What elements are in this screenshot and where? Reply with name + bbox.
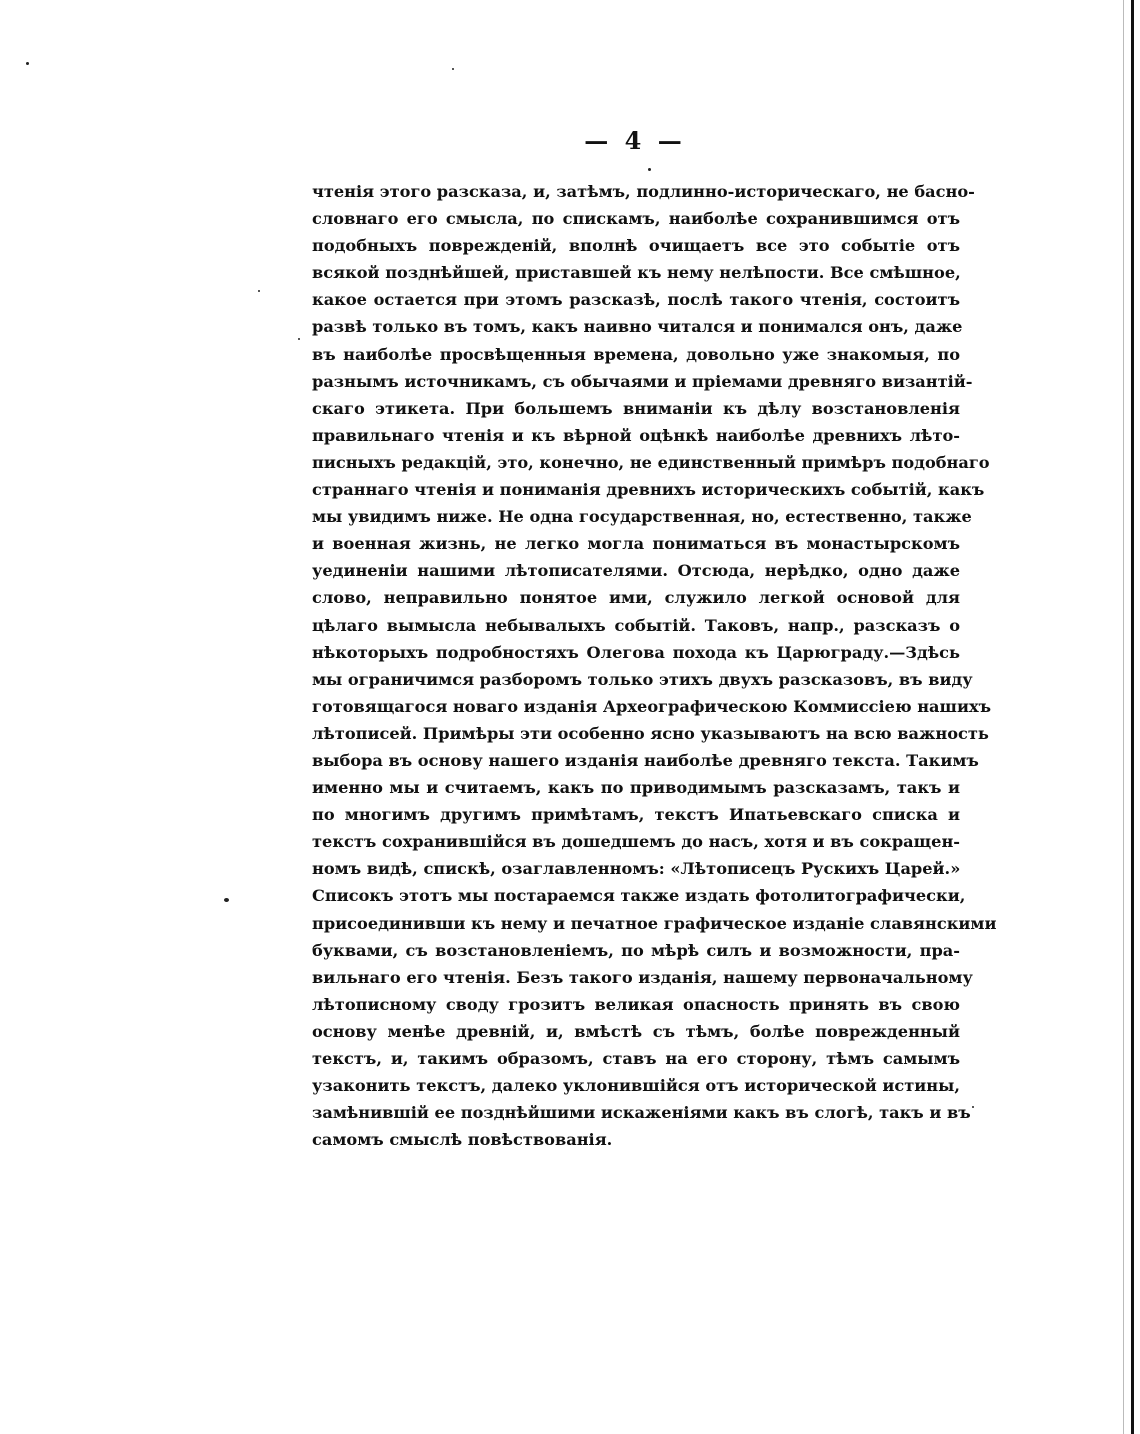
text-line: развѣ только въ томъ, какъ наивно читался и понимался онъ, даже [312,317,963,337]
text-line: текстъ сохранившійся въ дошедшемъ до насъ, хотя и въ сокращен- [312,832,961,852]
text-line: скаго этикета. При большемъ вниманіи къ дѣлу возстановленія [312,398,960,418]
text-line: буквами, съ возстановленіемъ, по мѣрѣ силъ и возможности, пра- [312,940,960,960]
text-line: подобныхъ поврежденій, вполнѣ очищаетъ все это событіе отъ [312,236,960,256]
text-line: нѣкоторыхъ подробностяхъ Олегова похода къ Царюграду.—Здѣсь [312,642,960,662]
scan-page-edge [1131,0,1134,1434]
text-line: всякой позднѣйшей, приставшей къ нему нелѣпости. Все смѣшное, [312,263,961,283]
text-line: узаконить текстъ, далеко уклонившійся отъ исторической истины, [312,1076,960,1096]
scan-speck [972,1106,974,1108]
text-line: присоединивши къ нему и печатное графическое изданіе славянскими [312,913,997,933]
text-line: номъ видѣ, спискѣ, озаглавленномъ: «Лѣтописецъ Рускихъ Царей.» [312,859,961,879]
text-line: словнаго его смысла, по спискамъ, наиболѣе сохранившимся отъ [312,209,960,229]
text-line: слово, неправильно понятое ими, служило легкой основой для [312,588,960,608]
text-line: лѣтописей. Примѣры эти особенно ясно указываютъ на всю важность [312,723,989,743]
scan-speck [26,62,29,65]
text-line: готовящагося новаго изданія Археографическою Коммиссіею нашихъ [312,696,992,716]
text-line: текстъ, и, такимъ образомъ, ставъ на его сторону, тѣмъ самымъ [312,1049,960,1068]
scan-speck [648,168,651,171]
text-line: и военная жизнь, не легко могла пониматься въ монастырскомъ [312,534,960,554]
text-line: самомъ смыслѣ повѣствованія. [312,1130,613,1150]
page-number: — 4 — [584,126,686,155]
scan-speck [298,338,300,340]
text-line: въ наиболѣе просвѣщенныя времена, довольно уже знакомыя, по [312,344,960,364]
text-line: выбора въ основу нашего изданія наиболѣе древняго текста. Такимъ [312,750,979,770]
text-line: по многимъ другимъ примѣтамъ, текстъ Ипатьевскаго списка и [312,805,960,825]
text-line: мы ограничимся разборомъ только этихъ двухъ разсказовъ, въ виду [312,669,973,689]
text-line: замѣнившій ее позднѣйшими искаженіями какъ въ слогѣ, такъ и въ [312,1103,971,1123]
scan-speck [258,290,260,292]
text-line: писныхъ редакцій, это, конечно, не единственный примѣръ подобнаго [312,452,990,472]
text-line: уединеніи нашими лѣтописателями. Отсюда, нерѣдко, одно даже [312,561,960,581]
text-line: лѣтописному своду грозитъ великая опасность принять въ свою [312,994,960,1014]
text-line: Списокъ этотъ мы постараемся также издать фотолитографически, [312,886,966,906]
scan-page-edge-shadow [1123,0,1124,1434]
text-line: вильнаго его чтенія. Безъ такого изданія, нашему первоначальному [312,967,973,987]
body-text [312,178,997,1153]
text-line: основу менѣе древній, и, вмѣстѣ съ тѣмъ, болѣе поврежденный [312,1021,960,1041]
text-line: разнымъ источникамъ, съ обычаями и пріемами древняго византій- [312,371,973,391]
text-line: чтенія этого разсказа, и, затѣмъ, подлинно-историческаго, не басно- [312,182,975,201]
text-line: страннаго чтенія и пониманія древнихъ историческихъ событій, какъ [312,480,985,500]
text-line: цѣлаго вымысла небывалыхъ событій. Таковъ, напр., разсказъ о [312,615,960,635]
scan-speck [224,898,229,902]
text-line: правильнаго чтенія и къ вѣрной оцѣнкѣ наиболѣе древнихъ лѣто- [312,425,960,445]
text-line: мы увидимъ ниже. Не одна государственная, но, естественно, также [312,507,972,527]
scan-speck [452,68,454,70]
text-line: именно мы и считаемъ, какъ по приводимымъ разсказамъ, такъ и [312,778,960,798]
text-line: какое остается при этомъ разсказѣ, послѣ такого чтенія, состоитъ [312,290,960,310]
